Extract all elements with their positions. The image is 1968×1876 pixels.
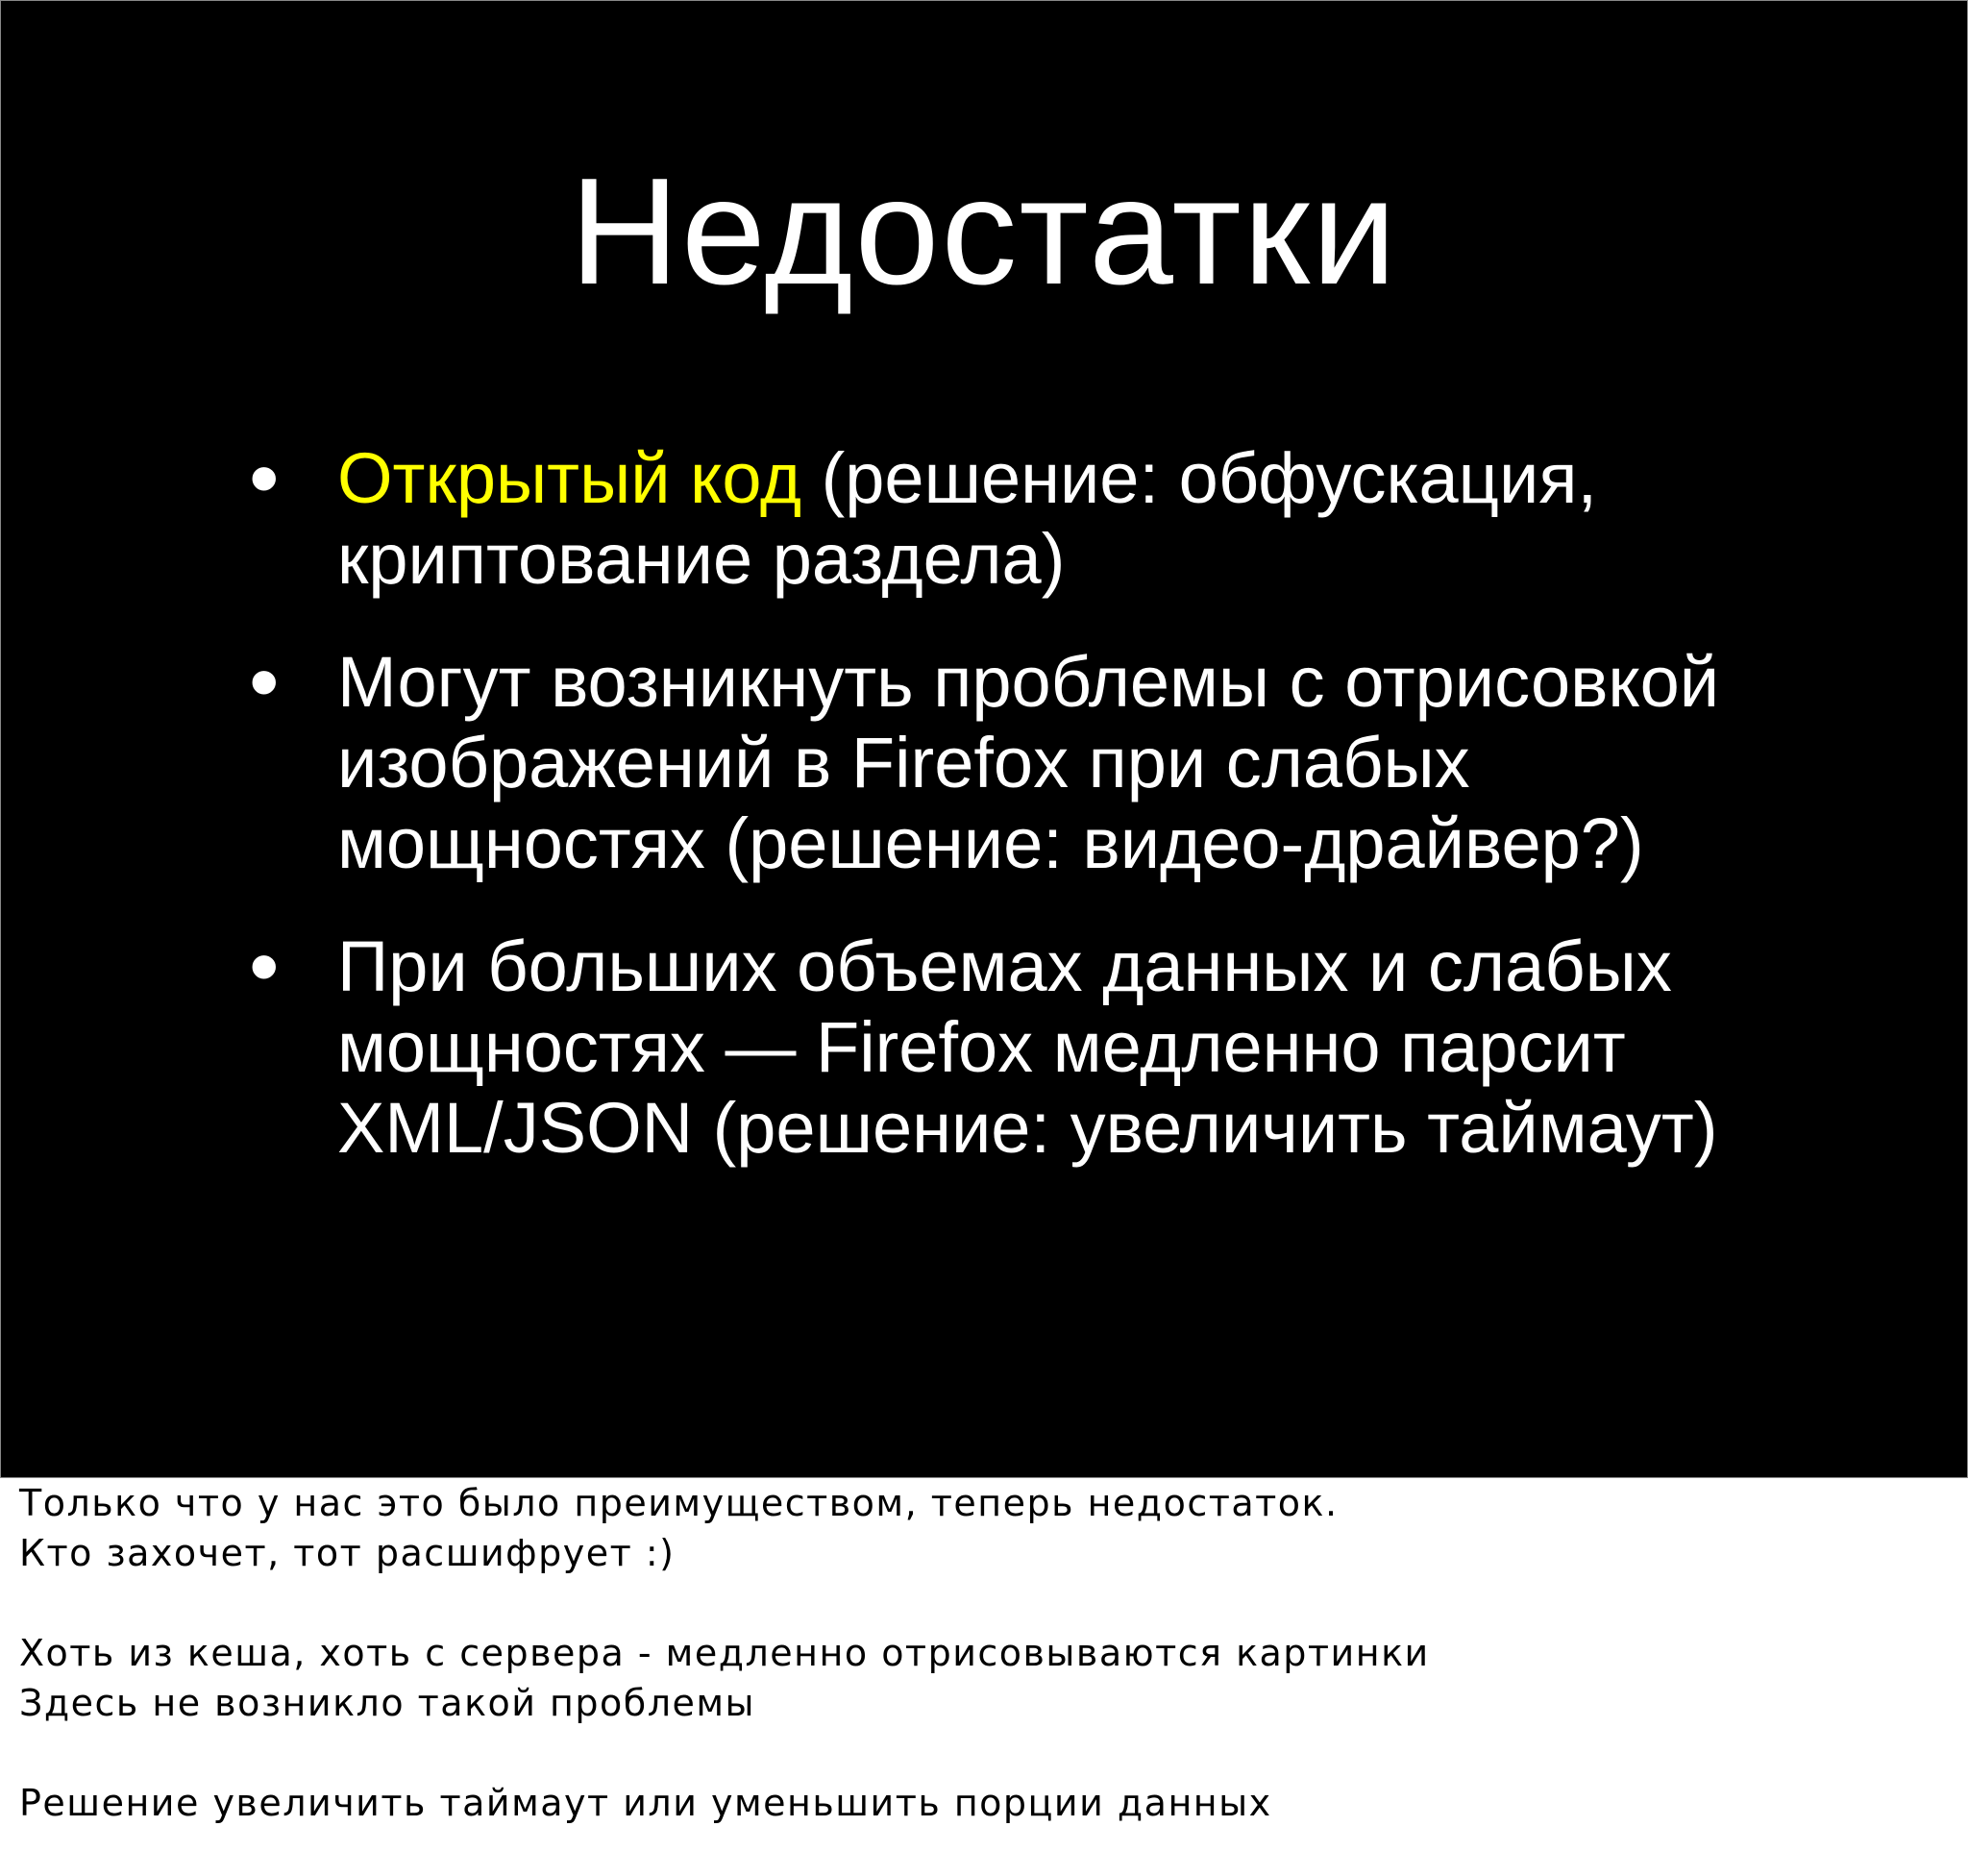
note-line: Только что у нас это было преимуществом, теперь недостаток.	[19, 1482, 1339, 1524]
note-line: Кто захочет, тот расшифрует :)	[19, 1532, 676, 1574]
note-line: Здесь не возникло такой проблемы	[19, 1682, 756, 1724]
bullet-item	[249, 634, 1806, 884]
bullet-dot-icon: •	[249, 634, 280, 730]
bullet-text: Могут возникнуть проблемы с отрисовкой изображений в Firefox при слабых мощностях (решение: видео-драйвер?)	[337, 642, 1720, 883]
bullet-item	[249, 431, 1806, 600]
bullet-item	[249, 919, 1806, 1169]
bullet-list	[249, 431, 1806, 1211]
bullet-dot-icon: •	[249, 431, 280, 527]
bullet-dot-icon: •	[249, 919, 280, 1015]
bullet-highlight-text: Открытый код	[337, 438, 802, 518]
note-line: Хоть из кеша, хоть с сервера - медленно отрисовываются картинки	[19, 1632, 1430, 1674]
note-line: Решение увеличить таймаут или уменьшить порции данных	[19, 1782, 1272, 1824]
note-line-blank	[19, 1578, 1941, 1628]
bullet-text: При больших объемах данных и слабых мощностях — Firefox медленно парсит XML/JSON (решение: увеличить таймаут)	[337, 926, 1718, 1168]
bullet-text: (решение: обфускация, криптование раздела)	[337, 438, 1598, 599]
note-line-blank	[19, 1728, 1941, 1778]
speaker-notes	[19, 1478, 1941, 1828]
slide-title: Недостатки	[569, 147, 1399, 316]
